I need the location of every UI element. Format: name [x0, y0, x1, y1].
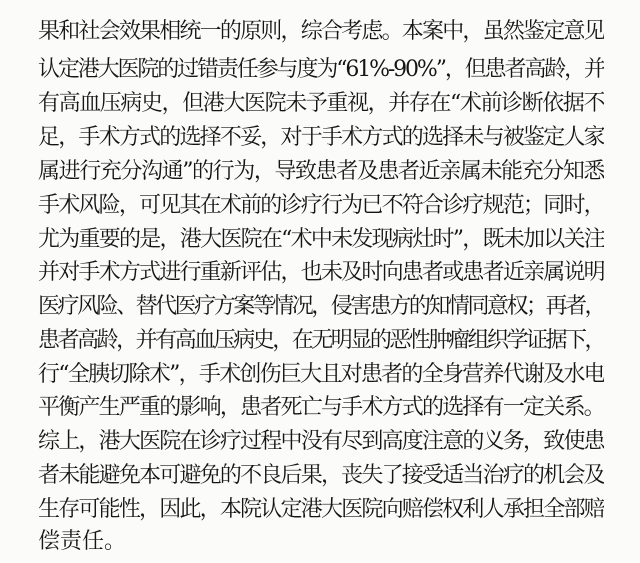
text-line-3: 有高血压病史，但港大医院未予重视，并存在“术前诊断依据不 [38, 91, 604, 116]
text-line-1: 果和社会效果相统一的原则，综合考虑。本案中，虽然鉴定意见 [38, 19, 604, 44]
text-line-13: 综上，港大医院在诊疗过程中没有尽到高度注意的义务，致使患 [38, 429, 604, 454]
text-line-6: 手术风险，可见其在术前的诊疗行为已不符合诊疗规范；同时， [38, 193, 604, 218]
text-line-16: 偿责任。 [38, 529, 127, 554]
text-line-5: 属进行充分沟通”的行为，导致患者及患者近亲属未能充分知悉 [38, 159, 604, 184]
text-line-14: 者未能避免本可避免的不良后果，丧失了接受适当治疗的机会及 [38, 463, 604, 488]
text-line-8: 并对手术方式进行重新评估，也未及时向患者或患者近亲属说明 [38, 260, 604, 285]
text-line-4: 足，手术方式的选择不妥，对于手术方式的选择未与被鉴定人家 [38, 125, 604, 150]
text-line-9: 医疗风险、替代医疗方案等情况，侵害患方的知情同意权；再者， [38, 294, 604, 319]
text-line-2: 认定港大医院的过错责任参与度为“61%-90%”，但患者高龄，并 [38, 57, 604, 82]
text-line-11: 行“全胰切除术”，手术创伤巨大且对患者的全身营养代谢及水电 [38, 362, 604, 387]
text-line-7: 尤为重要的是，港大医院在“术中未发现病灶时”，既未加以关注 [38, 227, 604, 252]
text-line-12: 平衡产生严重的影响，患者死亡与手术方式的选择有一定关系。 [38, 395, 604, 420]
text-line-15: 生存可能性，因此，本院认定港大医院向赔偿权利人承担全部赔 [38, 497, 604, 522]
text-line-10: 患者高龄，并有高血压病史，在无明显的恶性肿瘤组织学证据下， [38, 328, 604, 353]
